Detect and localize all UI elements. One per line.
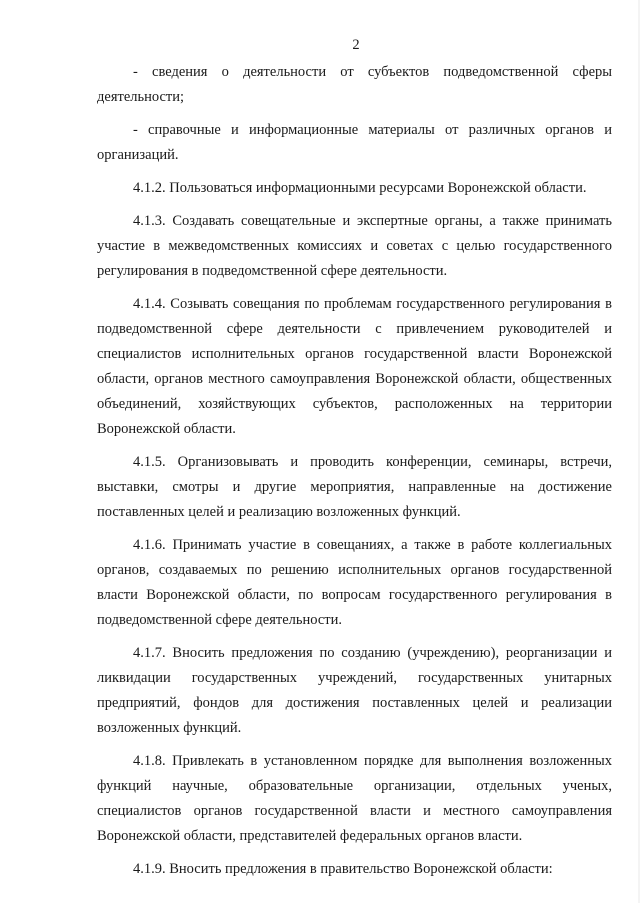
list-item-info-from-subjects: - сведения о деятельности от субъектов подведомственной сферы деятельности;: [97, 64, 612, 105]
clause-4-1-6: 4.1.6. Принимать участие в совещаниях, а также в работе коллегиальных органов, создаваемых по решению исполнительных органов государственной власти Воронежской области, по вопросам государственного регулирования в подведомственной сфере деятельности.: [97, 537, 612, 628]
clause-4-1-2: 4.1.2. Пользоваться информационными ресурсами Воронежской области.: [133, 180, 587, 196]
clause-4-1-5: 4.1.5. Организовывать и проводить конференции, семинары, встречи, выставки, смотры и другие мероприятия, направленные на достижение поставленных целей и реализацию возложенных функций.: [97, 454, 612, 520]
clause-4-1-3: 4.1.3. Создавать совещательные и экспертные органы, а также принимать участие в межведомственных комиссиях и советах с целью государственного регулирования в подведомственной сфере деятельности.: [97, 213, 612, 279]
page-number: 2: [352, 37, 360, 53]
list-item-reference-materials: - справочные и информационные материалы от различных органов и организаций.: [97, 122, 612, 163]
clause-4-1-4: 4.1.4. Созывать совещания по проблемам государственного регулирования в подведомственной сфере деятельности с привлечением руководителей и специалистов исполнительных органов государственной власти Воронежской области, органов местного самоуправления Воронежской области, общественных объединений, хозяйствующих субъектов, расположенных на территории Воронежской области.: [97, 296, 612, 437]
document-body: [97, 60, 612, 890]
clause-4-1-9: 4.1.9. Вносить предложения в правительство Воронежской области:: [133, 861, 553, 877]
clause-4-1-8: 4.1.8. Привлекать в установленном порядке для выполнения возложенных функций научные, образовательные организации, отдельных ученых, специалистов органов государственной власти и местного самоуправления Воронежской области, представителей федеральных органов власти.: [97, 753, 612, 844]
clause-4-1-7: 4.1.7. Вносить предложения по созданию (учреждению), реорганизации и ликвидации государственных учреждений, государственных унитарных предприятий, фондов для достижения поставленных целей и реализации возложенных функций.: [97, 645, 612, 736]
